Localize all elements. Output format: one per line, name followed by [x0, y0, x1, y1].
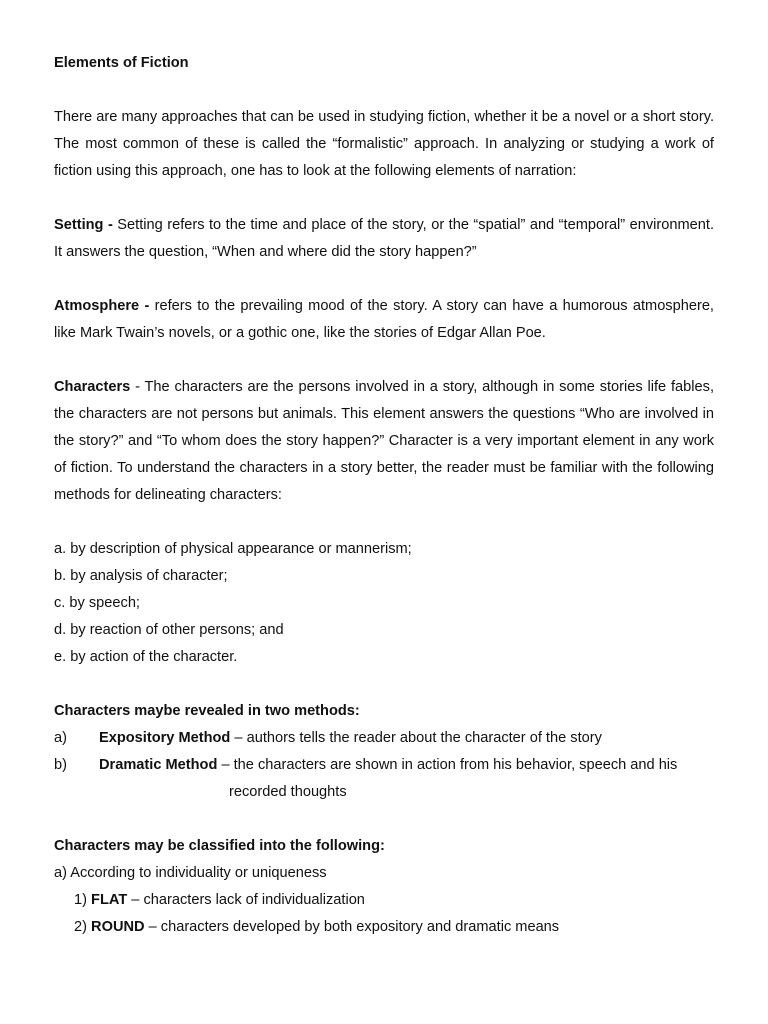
classification-item-flat	[54, 887, 714, 914]
classification-group-label: a) According to individuality or uniqueness	[54, 865, 327, 881]
classification-item-round	[54, 914, 714, 941]
method-marker: a)	[54, 730, 67, 746]
method-term: Dramatic Method	[99, 757, 218, 773]
list-item: a. by description of physical appearance or mannerism;	[54, 541, 412, 557]
atmosphere-term: Atmosphere -	[54, 298, 150, 314]
list-item: c. by speech;	[54, 595, 140, 611]
dramatic-method-continuation: recorded thoughts	[229, 784, 347, 800]
setting-term: Setting -	[54, 217, 113, 233]
item-number: 1)	[74, 892, 87, 908]
method-description	[99, 725, 714, 752]
list-item: b. by analysis of character;	[54, 568, 228, 584]
characters-paragraph	[54, 374, 714, 509]
item-term: ROUND	[91, 919, 145, 935]
method-marker: b)	[54, 757, 67, 773]
item-text: – characters developed by both expository and dramatic means	[144, 919, 560, 935]
list-item: e. by action of the character.	[54, 649, 238, 665]
intro-paragraph: There are many approaches that can be used in studying fiction, whether it be a novel or a short story. The most common of these is called the “formalistic” approach. In analyzing or studying a work of fiction using this approach, one has to look at the following elements of narration:	[54, 109, 714, 179]
spacer	[54, 806, 714, 833]
dramatic-method-row	[54, 752, 714, 779]
document-title: Elements of Fiction	[54, 55, 189, 71]
item-number: 2)	[74, 919, 87, 935]
characters-text: - The characters are the persons involved in a story, although in some stories life fables, the characters are not persons but animals. This element answers the questions “Who are involved in the story?” and “To whom does the story happen?” Character is a very important element in any work of fiction. To understand the characters in a story better, the reader must be familiar with the following methods for delineating characters:	[54, 379, 714, 503]
item-term: FLAT	[91, 892, 128, 908]
classification-heading: Characters may be classified into the following:	[54, 838, 385, 854]
method-text: – the characters are shown in action from his behavior, speech and his	[217, 757, 678, 773]
method-text: – authors tells the reader about the character of the story	[230, 730, 602, 746]
list-item: d. by reaction of other persons; and	[54, 622, 284, 638]
setting-text: Setting refers to the time and place of the story, or the “spatial” and “temporal” environment. It answers the question, “When and where did the story happen?”	[54, 217, 715, 260]
item-text: – characters lack of individualization	[127, 892, 365, 908]
delineation-methods-list	[54, 536, 714, 671]
method-description	[99, 752, 714, 779]
atmosphere-text: refers to the prevailing mood of the story. A story can have a humorous atmosphere, like Mark Twain’s novels, or a gothic one, like the stories of Edgar Allan Poe.	[54, 298, 714, 341]
reveal-heading: Characters maybe revealed in two methods:	[54, 703, 360, 719]
atmosphere-paragraph	[54, 293, 714, 347]
setting-paragraph	[54, 212, 714, 266]
characters-term: Characters	[54, 379, 131, 395]
expository-method-row	[54, 725, 714, 752]
method-term: Expository Method	[99, 730, 231, 746]
